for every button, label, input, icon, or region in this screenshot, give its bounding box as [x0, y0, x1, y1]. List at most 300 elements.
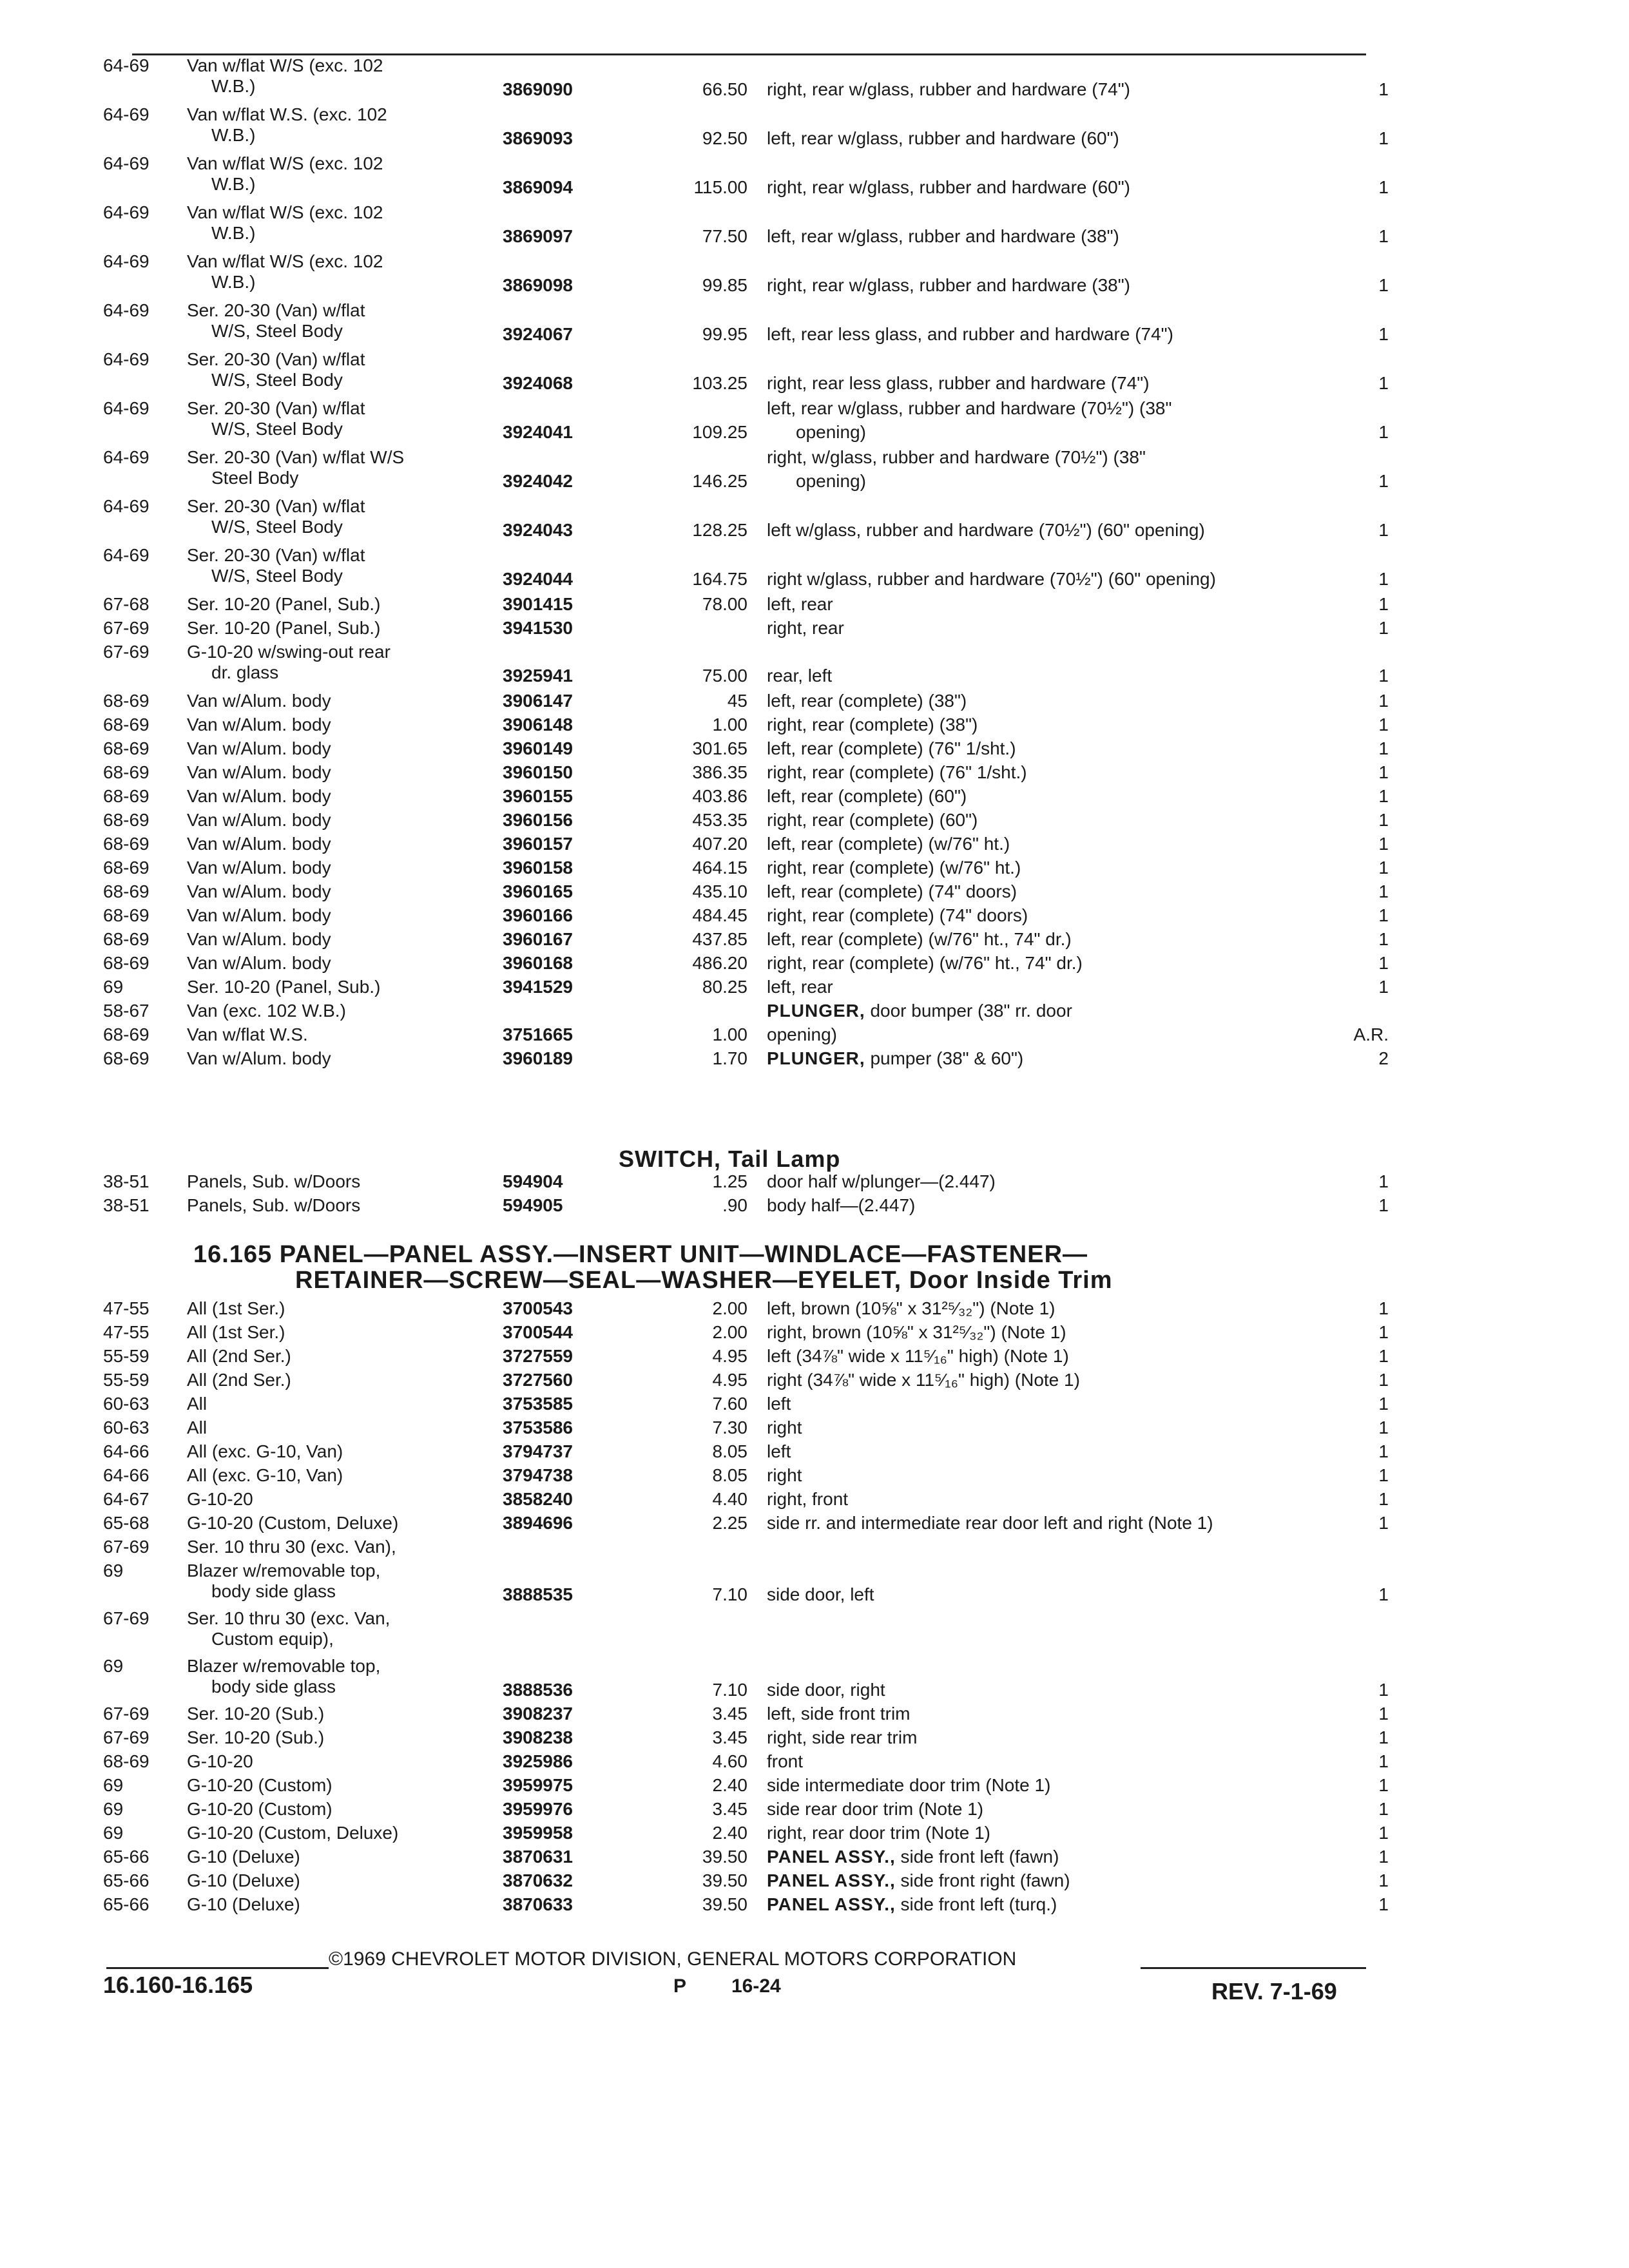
part-detail — [767, 1441, 1340, 1462]
part-detail — [767, 1870, 1340, 1891]
model-years: 67-69 — [103, 1704, 149, 1724]
part-number: 3753585 — [503, 1394, 574, 1414]
detail-text: right, front — [767, 1489, 849, 1509]
detail-line-2: opening) — [796, 471, 866, 491]
list-price: 407.20 — [692, 834, 747, 854]
application-line-1: Van w/Alum. body — [187, 881, 331, 901]
application-line-1: Ser. 20-30 (Van) w/flat — [187, 349, 365, 369]
detail-text: right, rear w/glass, rubber and hardware (74") — [767, 79, 1130, 99]
quantity: 1 — [1378, 471, 1389, 491]
part-number: 3727560 — [503, 1370, 574, 1390]
model-years: 68-69 — [103, 929, 149, 949]
list-price: 2.40 — [712, 1823, 747, 1843]
part-detail — [767, 1001, 1340, 1021]
application-line-1: G-10-20 (Custom, Deluxe) — [187, 1513, 399, 1533]
part-number: 3700544 — [503, 1322, 574, 1342]
part-number: 3908237 — [503, 1704, 574, 1724]
model-years: 55-59 — [103, 1370, 149, 1390]
part-detail — [767, 1489, 1340, 1510]
model-years: 64-69 — [103, 153, 149, 173]
model-years: 67-69 — [103, 618, 149, 638]
table-row — [103, 977, 1392, 1001]
application-description — [187, 1608, 599, 1649]
list-price: 99.95 — [702, 324, 747, 344]
application-line-1: Ser. 10-20 (Panel, Sub.) — [187, 977, 381, 997]
model-years: 68-69 — [103, 1048, 149, 1068]
part-detail — [767, 1171, 1340, 1192]
model-years: 65-66 — [103, 1894, 149, 1914]
quantity: 1 — [1378, 1370, 1389, 1390]
model-years: 68-69 — [103, 1751, 149, 1771]
model-years: 68-69 — [103, 858, 149, 878]
detail-text: side front left (fawn) — [895, 1847, 1059, 1867]
quantity: 1 — [1378, 520, 1389, 540]
table-row — [103, 1048, 1392, 1072]
table-row — [103, 1322, 1392, 1346]
detail-text: left, rear (complete) (w/76" ht., 74" dr.) — [767, 929, 1072, 949]
list-price: 8.05 — [712, 1441, 747, 1461]
list-price: 4.60 — [712, 1751, 747, 1771]
part-detail — [767, 79, 1340, 100]
table-row — [103, 691, 1392, 715]
table-row — [103, 642, 1392, 691]
part-number: 3858240 — [503, 1489, 574, 1509]
list-price: 4.95 — [712, 1346, 747, 1366]
part-number: 3794737 — [503, 1441, 574, 1461]
quantity: 1 — [1378, 275, 1389, 295]
model-years: 65-68 — [103, 1513, 149, 1533]
quantity: 1 — [1378, 1346, 1389, 1366]
part-detail — [767, 1394, 1340, 1414]
model-years: 67-69 — [103, 1537, 149, 1557]
quantity: 1 — [1378, 1704, 1389, 1724]
table-row — [103, 929, 1392, 953]
part-number: 3960189 — [503, 1048, 574, 1068]
model-years: 68-69 — [103, 715, 149, 735]
model-years: 69 — [103, 1561, 124, 1581]
list-price: 2.00 — [712, 1322, 747, 1342]
application-line-1: Van w/flat W/S (exc. 102 — [187, 202, 383, 222]
list-price: 80.25 — [702, 977, 747, 997]
table-row — [103, 496, 1392, 545]
detail-text: right, rear (complete) (60") — [767, 810, 978, 830]
table-row — [103, 834, 1392, 858]
part-detail — [767, 810, 1340, 831]
application-line-2: W.B.) — [211, 174, 256, 194]
part-number: 3924042 — [503, 471, 574, 491]
detail-text: left, rear (complete) (38") — [767, 691, 967, 711]
application-line-1: Ser. 20-30 (Van) w/flat — [187, 545, 365, 565]
quantity: 1 — [1378, 905, 1389, 925]
table-row — [103, 762, 1392, 786]
model-years: 64-69 — [103, 251, 149, 271]
application-line-1: Ser. 10 thru 30 (exc. Van), — [187, 1537, 396, 1557]
application-line-1: Van w/flat W/S (exc. 102 — [187, 55, 383, 75]
detail-text: right, rear door trim (Note 1) — [767, 1823, 990, 1843]
part-number: 3870632 — [503, 1870, 574, 1890]
application-line-2: W.B.) — [211, 76, 256, 96]
model-years: 65-66 — [103, 1870, 149, 1890]
part-number: 3941529 — [503, 977, 574, 997]
application-line-1: All (1st Ser.) — [187, 1322, 285, 1342]
table-row — [103, 1870, 1392, 1894]
table-row — [103, 1171, 1392, 1195]
quantity: 1 — [1378, 1513, 1389, 1533]
quantity: 1 — [1378, 618, 1389, 638]
model-years: 69 — [103, 1775, 124, 1795]
application-line-1: Ser. 20-30 (Van) w/flat — [187, 398, 365, 418]
application-line-1: Van w/Alum. body — [187, 715, 331, 735]
list-price: 453.35 — [692, 810, 747, 830]
footer-section-range: 16.160-16.165 — [103, 1972, 253, 1998]
application-line-2: body side glass — [211, 1677, 336, 1696]
quantity: 1 — [1378, 929, 1389, 949]
list-price: 66.50 — [702, 79, 747, 99]
part-detail — [767, 762, 1340, 783]
application-line-1: Ser. 20-30 (Van) w/flat — [187, 300, 365, 320]
quantity: 1 — [1378, 1727, 1389, 1747]
quantity: 1 — [1378, 977, 1389, 997]
application-line-1: Ser. 20-30 (Van) w/flat — [187, 496, 365, 516]
list-price: 1.00 — [712, 1024, 747, 1044]
quantity: 1 — [1378, 1823, 1389, 1843]
detail-text: left, rear w/glass, rubber and hardware (70½") (38" — [767, 398, 1172, 418]
part-number: 3941530 — [503, 618, 574, 638]
part-detail — [767, 1847, 1340, 1867]
part-name: PLUNGER, — [767, 1048, 865, 1068]
part-detail — [767, 977, 1340, 997]
footer-page-label: P — [673, 1975, 687, 1997]
application-line-1: Ser. 10-20 (Panel, Sub.) — [187, 594, 381, 614]
application-line-1: All (exc. G-10, Van) — [187, 1441, 343, 1461]
table-row — [103, 1024, 1392, 1048]
list-price: 3.45 — [712, 1704, 747, 1724]
detail-text: right, rear (complete) (76" 1/sht.) — [767, 762, 1027, 782]
detail-text: left, rear (complete) (60") — [767, 786, 967, 806]
table-row — [103, 618, 1392, 642]
model-years: 60-63 — [103, 1418, 149, 1437]
part-detail — [767, 1680, 1340, 1700]
model-years: 64-67 — [103, 1489, 149, 1509]
detail-text: left, rear (complete) (76" 1/sht.) — [767, 738, 1016, 758]
list-price: 2.40 — [712, 1775, 747, 1795]
table-row — [103, 1001, 1392, 1024]
table-row — [103, 1394, 1392, 1418]
part-number: 3888535 — [503, 1584, 574, 1604]
detail-text: right, rear (complete) (74" doors) — [767, 905, 1028, 925]
model-years: 67-69 — [103, 1608, 149, 1628]
part-detail — [767, 1704, 1340, 1724]
part-number: 3753586 — [503, 1418, 574, 1437]
application-line-1: Panels, Sub. w/Doors — [187, 1171, 361, 1191]
detail-text: right — [767, 1465, 802, 1485]
part-detail — [767, 1195, 1340, 1216]
quantity: 1 — [1378, 738, 1389, 758]
part-number: 3906148 — [503, 715, 574, 735]
list-price: 484.45 — [692, 905, 747, 925]
list-price: 115.00 — [693, 177, 747, 197]
quantity: 1 — [1378, 1441, 1389, 1461]
application-line-2: W.B.) — [211, 272, 256, 292]
part-number: 3960150 — [503, 762, 574, 782]
table-row — [103, 953, 1392, 977]
list-price: 437.85 — [692, 929, 747, 949]
model-years: 67-69 — [103, 1727, 149, 1747]
model-years: 68-69 — [103, 834, 149, 854]
application-line-1: Van w/flat W.S. (exc. 102 — [187, 104, 387, 124]
list-price: 301.65 — [692, 738, 747, 758]
part-number: 3960167 — [503, 929, 574, 949]
part-number: 3794738 — [503, 1465, 574, 1485]
detail-text: left w/glass, rubber and hardware (70½") (60" opening) — [767, 520, 1205, 540]
part-detail — [767, 715, 1340, 735]
quantity: 1 — [1378, 715, 1389, 735]
list-price: 109.25 — [692, 422, 747, 442]
application-line-2: W/S, Steel Body — [211, 370, 343, 390]
model-years: 64-69 — [103, 496, 149, 516]
quantity: 1 — [1378, 1799, 1389, 1819]
footer-copyright: ©1969 CHEVROLET MOTOR DIVISION, GENERAL MOTORS CORPORATION — [329, 1948, 1017, 1970]
application-line-1: G-10-20 — [187, 1751, 253, 1771]
application-line-1: Van w/Alum. body — [187, 762, 331, 782]
table-row — [103, 1346, 1392, 1370]
section-heading-switch: SWITCH, Tail Lamp — [619, 1146, 841, 1172]
application-line-1: All (exc. G-10, Van) — [187, 1465, 343, 1485]
detail-text: door bumper (38" rr. door — [865, 1001, 1072, 1021]
part-detail — [767, 1370, 1340, 1390]
model-years: 68-69 — [103, 691, 149, 711]
table-row — [103, 300, 1392, 349]
part-number: 594904 — [503, 1171, 563, 1191]
part-detail — [767, 373, 1340, 394]
application-line-1: Van w/Alum. body — [187, 905, 331, 925]
application-line-2: W.B.) — [211, 125, 256, 145]
quantity: 1 — [1378, 1847, 1389, 1867]
application-line-1: Ser. 10 thru 30 (exc. Van, — [187, 1608, 390, 1628]
model-years: 64-69 — [103, 349, 149, 369]
model-years: 64-69 — [103, 55, 149, 75]
application-line-1: Van w/Alum. body — [187, 691, 331, 711]
detail-text: left — [767, 1441, 791, 1461]
list-price: 7.60 — [712, 1394, 747, 1414]
quantity: 1 — [1378, 1870, 1389, 1890]
detail-text: right, w/glass, rubber and hardware (70½") (38" — [767, 447, 1146, 467]
list-price: 39.50 — [702, 1870, 747, 1890]
part-number: 3906147 — [503, 691, 574, 711]
table-row — [103, 349, 1392, 398]
application-line-1: G-10-20 (Custom, Deluxe) — [187, 1823, 399, 1843]
detail-text: side rr. and intermediate rear door left and right (Note 1) — [767, 1513, 1213, 1533]
section-heading-panel-line2: RETAINER—SCREW—SEAL—WASHER—EYELET, Door Inside Trim — [295, 1267, 1113, 1294]
application-line-1: Van w/Alum. body — [187, 786, 331, 806]
model-years: 68-69 — [103, 786, 149, 806]
table-row — [103, 1894, 1392, 1918]
part-number: 3870631 — [503, 1847, 574, 1867]
application-line-1: Van w/Alum. body — [187, 1048, 331, 1068]
model-years: 64-69 — [103, 300, 149, 320]
application-line-1: All (1st Ser.) — [187, 1298, 285, 1318]
model-years: 64-66 — [103, 1441, 149, 1461]
list-price: 146.25 — [692, 471, 747, 491]
part-detail — [767, 1513, 1340, 1533]
detail-line-2: opening) — [796, 422, 866, 442]
part-detail — [767, 881, 1340, 902]
model-years: 64-69 — [103, 398, 149, 418]
quantity: 2 — [1378, 1048, 1389, 1068]
list-price: 2.00 — [712, 1298, 747, 1318]
list-price: 1.00 — [712, 715, 747, 735]
table-row — [103, 1513, 1392, 1537]
list-price: 7.10 — [712, 1680, 747, 1700]
list-price: 45 — [727, 691, 747, 711]
part-detail — [767, 324, 1340, 345]
application-line-1: Van w/Alum. body — [187, 738, 331, 758]
part-name: PLUNGER, — [767, 1001, 865, 1021]
application-line-1: Van w/Alum. body — [187, 953, 331, 973]
application-line-1: All (2nd Ser.) — [187, 1346, 291, 1366]
detail-text: right w/glass, rubber and hardware (70½") (60" opening) — [767, 569, 1216, 589]
part-detail — [767, 953, 1340, 974]
part-detail — [767, 520, 1340, 541]
application-line-2: Steel Body — [211, 468, 299, 488]
footer-rule-left — [106, 1967, 329, 1969]
part-detail — [767, 594, 1340, 615]
part-number: 3960165 — [503, 881, 574, 901]
table-row — [103, 153, 1392, 202]
application-line-1: Ser. 10-20 (Sub.) — [187, 1704, 325, 1724]
model-years: 47-55 — [103, 1322, 149, 1342]
application-line-1: Panels, Sub. w/Doors — [187, 1195, 361, 1215]
part-number: 3869098 — [503, 275, 574, 295]
table-row — [103, 905, 1392, 929]
table-row — [103, 1537, 1392, 1561]
part-number: 3960168 — [503, 953, 574, 973]
application-line-2: Custom equip), — [211, 1629, 334, 1649]
application-line-1: G-10 (Deluxe) — [187, 1870, 300, 1890]
quantity: 1 — [1378, 1894, 1389, 1914]
part-detail — [767, 905, 1340, 926]
detail-text: side intermediate door trim (Note 1) — [767, 1775, 1051, 1795]
table-row — [103, 1727, 1392, 1751]
detail-text: side door, left — [767, 1584, 874, 1604]
model-years: 68-69 — [103, 881, 149, 901]
part-detail — [767, 1465, 1340, 1486]
part-detail — [767, 1584, 1340, 1605]
table-row — [103, 1847, 1392, 1870]
detail-text: right — [767, 1418, 802, 1437]
application-line-1: G-10-20 w/swing-out rear — [187, 642, 390, 662]
list-price: 8.05 — [712, 1465, 747, 1485]
part-number: 3959958 — [503, 1823, 574, 1843]
list-price: 99.85 — [702, 275, 747, 295]
table-row — [103, 1441, 1392, 1465]
part-number: 3924068 — [503, 373, 574, 393]
model-years: 69 — [103, 1823, 124, 1843]
application-line-1: Van w/Alum. body — [187, 810, 331, 830]
list-price: 75.00 — [702, 666, 747, 686]
application-line-1: Van (exc. 102 W.B.) — [187, 1001, 346, 1021]
quantity: 1 — [1378, 691, 1389, 711]
part-detail — [767, 1727, 1340, 1748]
list-price: .90 — [722, 1195, 747, 1215]
detail-text: right, rear w/glass, rubber and hardware (38") — [767, 275, 1130, 295]
table-row — [103, 594, 1392, 618]
application-line-2: dr. glass — [211, 662, 279, 682]
detail-text: right, rear (complete) (w/76" ht., 74" dr.) — [767, 953, 1083, 973]
model-years: 67-69 — [103, 642, 149, 662]
detail-text: rear, left — [767, 666, 833, 686]
application-line-2: W.B.) — [211, 223, 256, 243]
list-price: 7.30 — [712, 1418, 747, 1437]
part-number: 3960156 — [503, 810, 574, 830]
table-row — [103, 1418, 1392, 1441]
model-years: 64-69 — [103, 447, 149, 467]
part-detail — [767, 1048, 1340, 1069]
application-line-1: G-10-20 (Custom) — [187, 1799, 333, 1819]
application-line-1: Ser. 10-20 (Panel, Sub.) — [187, 618, 381, 638]
list-price: 103.25 — [692, 373, 747, 393]
application-line-2: body side glass — [211, 1581, 336, 1601]
application-line-1: G-10 (Deluxe) — [187, 1894, 300, 1914]
quantity: A.R. — [1353, 1024, 1389, 1044]
part-detail — [767, 1751, 1340, 1772]
part-detail — [767, 1894, 1340, 1915]
application-description — [187, 1001, 599, 1021]
part-detail — [767, 1346, 1340, 1367]
model-years: 64-69 — [103, 202, 149, 222]
model-years: 68-69 — [103, 905, 149, 925]
application-line-1: G-10 (Deluxe) — [187, 1847, 300, 1867]
part-detail — [767, 1024, 1340, 1045]
quantity: 1 — [1378, 1775, 1389, 1795]
application-line-1: Ser. 10-20 (Sub.) — [187, 1727, 325, 1747]
detail-text: body half—(2.447) — [767, 1195, 916, 1215]
list-price: 1.70 — [712, 1048, 747, 1068]
detail-text: side front right (fawn) — [895, 1870, 1070, 1890]
list-price: 3.45 — [712, 1799, 747, 1819]
application-line-2: W/S, Steel Body — [211, 321, 343, 341]
part-number: 3908238 — [503, 1727, 574, 1747]
application-line-1: Van w/flat W.S. — [187, 1024, 308, 1044]
part-detail — [767, 618, 1340, 639]
detail-text: front — [767, 1751, 804, 1771]
model-years: 65-66 — [103, 1847, 149, 1867]
table-row — [103, 1370, 1392, 1394]
detail-text: left (34⅞" wide x 11⁵⁄₁₆" high) (Note 1) — [767, 1346, 1069, 1366]
table-row — [103, 55, 1392, 104]
table-row — [103, 738, 1392, 762]
part-number: 3888536 — [503, 1680, 574, 1700]
part-number: 3925986 — [503, 1751, 574, 1771]
part-detail — [767, 738, 1340, 759]
part-number: 3924044 — [503, 569, 574, 589]
table-row — [103, 447, 1392, 496]
part-detail — [767, 858, 1340, 878]
quantity: 1 — [1378, 1394, 1389, 1414]
list-price: 92.50 — [702, 128, 747, 148]
quantity: 1 — [1378, 422, 1389, 442]
detail-text: door half w/plunger—(2.447) — [767, 1171, 996, 1191]
list-price: 78.00 — [702, 594, 747, 614]
table-row — [103, 786, 1392, 810]
application-line-1: G-10-20 (Custom) — [187, 1775, 333, 1795]
part-number: 3960157 — [503, 834, 574, 854]
part-detail — [767, 834, 1340, 854]
list-price: 486.20 — [692, 953, 747, 973]
part-detail — [767, 786, 1340, 807]
list-price: 4.95 — [712, 1370, 747, 1390]
part-number: 3727559 — [503, 1346, 574, 1366]
